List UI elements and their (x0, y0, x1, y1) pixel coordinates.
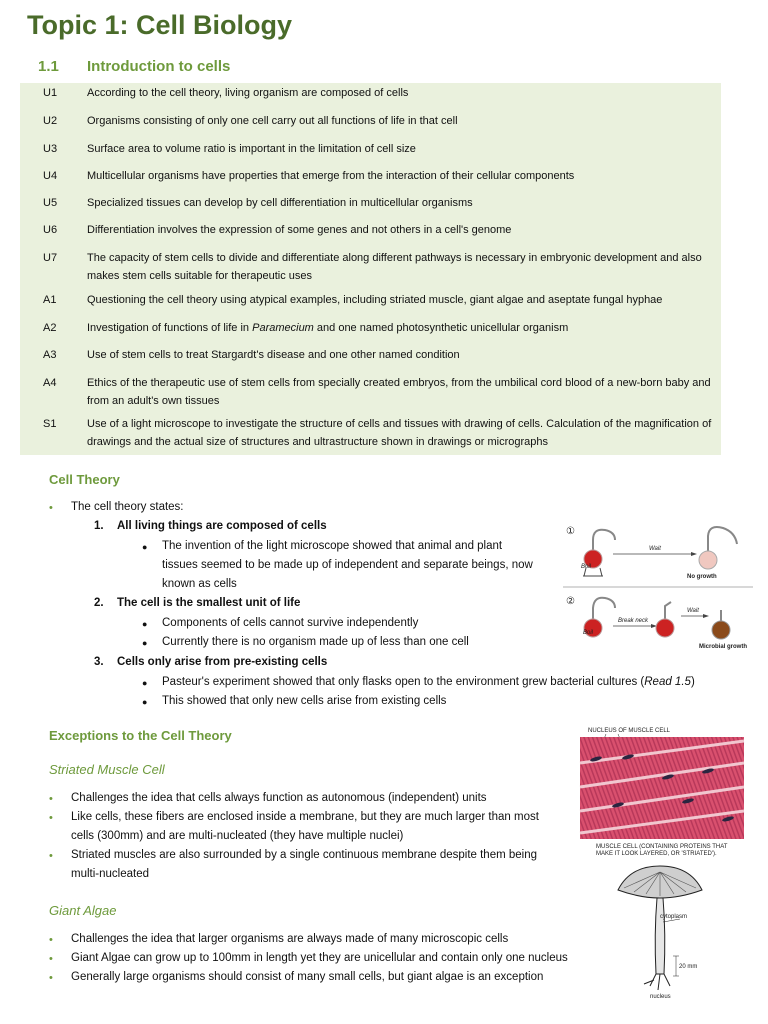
point-2-title: The cell is the smallest unit of life (117, 597, 301, 609)
objective-code: U7 (43, 252, 58, 264)
label-microbial-growth: Microbial growth (699, 644, 747, 650)
muscle-bullet: cells (300mm) and are multi-nucleated (they have multiple nuclei) (71, 830, 404, 842)
objective-code: A2 (43, 322, 57, 334)
objective-text: Questioning the cell theory using atypical examples, including striated muscle, giant algae and aseptate fungal hyphae (87, 294, 663, 306)
objective-code: A4 (43, 377, 57, 389)
point-number: 2. (94, 597, 104, 609)
bullet-icon: • (49, 972, 53, 984)
algae-bullet: Challenges the idea that larger organisms are always made of many microscopic cells (71, 933, 509, 945)
bullet-icon: • (49, 850, 53, 862)
muscle-bullet: Striated muscles are also surrounded by a single continuous membrane despite them being (71, 849, 538, 861)
point-1-title: All living things are composed of cells (117, 520, 327, 532)
section-number: 1.1 (38, 58, 59, 75)
label-cytoplasm: cytoplasm (660, 914, 688, 920)
bullet-icon: • (49, 812, 53, 824)
point-1-bullet: known as cells (162, 578, 237, 590)
objective-code: U4 (43, 170, 58, 182)
objective-text: Differentiation involves the expression of some genes and not others in a cell's genome (87, 224, 512, 236)
giant-algae-figure (610, 864, 710, 1004)
label-boil: Boil (581, 564, 592, 570)
muscle-heading: Striated Muscle Cell (49, 762, 165, 777)
objective-code: U2 (43, 115, 58, 127)
objective-code: S1 (43, 418, 57, 430)
exceptions-heading: Exceptions to the Cell Theory (49, 728, 232, 743)
objective-text: Use of a light microscope to investigate the structure of cells and tissues with drawing of cells. Calculation of the magnification of drawings and the actual size of structures and ultrastructure shown in drawings or micrographs (87, 418, 712, 448)
objective-text: Investigation of functions of life in Paramecium and one named photosynthetic unicellular organism (87, 322, 569, 334)
algae-bullet: Generally large organisms should consist of many small cells, but giant algae is an exception (71, 971, 544, 983)
point-3-bullet: This showed that only new cells arise from existing cells (162, 695, 447, 707)
pasteur-experiment-figure (563, 522, 753, 660)
objective-text: Use of stem cells to treat Stargardt's disease and one other named condition (87, 349, 460, 361)
label-wait-2: Wait (687, 608, 699, 614)
bullet-icon: • (49, 793, 53, 805)
step-1-number: ① (566, 526, 575, 537)
page-title: Topic 1: Cell Biology (27, 10, 293, 40)
muscle-bullet: Challenges the idea that cells always function as autonomous (independent) units (71, 792, 487, 804)
label-nucleus-of-muscle-cell: NUCLEUS OF MUSCLE CELL (588, 728, 671, 734)
bullet-icon: • (49, 502, 53, 514)
bullet-icon: ● (142, 542, 148, 552)
objective-text: Specialized tissues can develop by cell differentiation in multicellular organisms (87, 197, 473, 209)
point-2-bullet: Currently there is no organism made up of less than one cell (162, 636, 469, 648)
cell-theory-heading: Cell Theory (49, 472, 120, 487)
point-number: 1. (94, 520, 104, 532)
bullet-icon: ● (142, 697, 148, 707)
cell-theory-intro: The cell theory states: (71, 501, 184, 513)
muscle-bullet: Like cells, these fibers are enclosed inside a membrane, but they are much larger than most (71, 811, 539, 823)
objective-code: U1 (43, 87, 58, 99)
objective-code: A3 (43, 349, 57, 361)
section-title: Introduction to cells (87, 58, 231, 75)
bullet-icon: ● (142, 638, 148, 648)
label-wait: Wait (649, 546, 661, 552)
objective-text: Organisms consisting of only one cell carry out all functions of life in that cell (87, 115, 458, 127)
bullet-icon: ● (142, 678, 148, 688)
label-nucleus: nucleus (650, 994, 671, 1000)
point-2-bullet: Components of cells cannot survive independently (162, 617, 419, 629)
objective-code: U3 (43, 143, 58, 155)
algae-bullet: Giant Algae can grow up to 100mm in length yet they are unicellular and contain only one nucleus (71, 952, 568, 964)
bullet-icon: ● (142, 619, 148, 629)
point-number: 3. (94, 656, 104, 668)
objective-code: U5 (43, 197, 58, 209)
step-2-number: ② (566, 596, 575, 607)
label-boil-2: Boil (583, 630, 594, 636)
muscle-caption: MAKE IT LOOK LAYERED, OR 'STRIATED'). (596, 851, 717, 857)
point-1-bullet: The invention of the light microscope showed that animal and plant (162, 540, 503, 552)
label-length: 20 mm (679, 964, 698, 970)
muscle-caption: MUSCLE CELL (CONTAINING PROTEINS THAT (596, 844, 728, 850)
point-3-title: Cells only arise from pre-existing cells (117, 656, 328, 668)
label-no-growth: No growth (687, 574, 717, 580)
algae-heading: Giant Algae (49, 903, 117, 918)
objective-text: According to the cell theory, living organism are composed of cells (87, 87, 409, 99)
objective-code: A1 (43, 294, 57, 306)
objective-text: Surface area to volume ratio is important in the limitation of cell size (87, 143, 416, 155)
objective-text: Ethics of the therapeutic use of stem cells from specially created embryos, from the umbilical cord blood of a new-born baby and from an adult's own tissues (87, 377, 711, 407)
label-break-neck: Break neck (618, 618, 649, 624)
bullet-icon: • (49, 934, 53, 946)
objective-text: Multicellular organisms have properties that emerge from the interaction of their cellular components (87, 170, 575, 182)
muscle-bullet: multi-nucleated (71, 868, 149, 880)
objective-code: U6 (43, 224, 58, 236)
bullet-icon: • (49, 953, 53, 965)
objectives-table (20, 83, 721, 455)
point-1-bullet: tissues seemed to be made up of independent and separate beings, now (162, 559, 533, 571)
striated-muscle-figure (578, 723, 748, 863)
objective-text: The capacity of stem cells to divide and differentiate along different pathways is necessary in embryonic development and also makes stem cells suitable for therapeutic uses (87, 252, 702, 282)
point-3-bullet: Pasteur's experiment showed that only flasks open to the environment grew bacterial cultures (Read 1.5) (162, 676, 695, 688)
